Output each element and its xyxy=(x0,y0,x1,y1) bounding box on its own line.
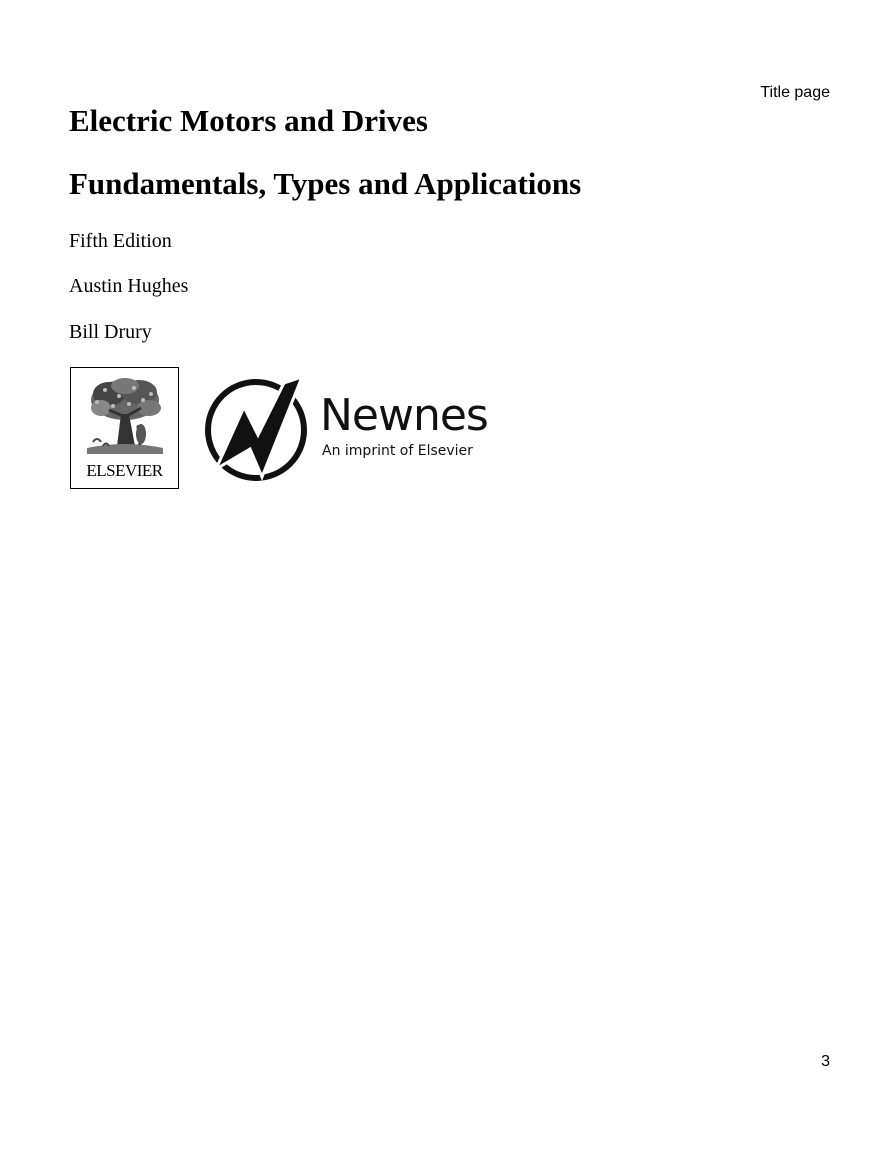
book-title: Electric Motors and Drives xyxy=(69,103,428,138)
edition-text: Fifth Edition xyxy=(69,230,172,252)
author-name: Austin Hughes xyxy=(69,275,189,297)
running-head: Title page xyxy=(760,84,830,101)
book-subtitle: Fundamentals, Types and Applications xyxy=(69,166,582,201)
page-number: 3 xyxy=(821,1053,830,1070)
author-name: Bill Drury xyxy=(69,321,152,343)
newnes-logo xyxy=(202,373,502,487)
elsevier-wordmark: ELSEVIER xyxy=(86,461,163,480)
newnes-wordmark: Newnes xyxy=(320,390,488,441)
elsevier-tree-icon xyxy=(79,376,170,456)
elsevier-logo xyxy=(70,367,179,489)
newnes-tagline: An imprint of Elsevier xyxy=(322,443,473,459)
lightning-bolt-icon xyxy=(202,373,314,487)
